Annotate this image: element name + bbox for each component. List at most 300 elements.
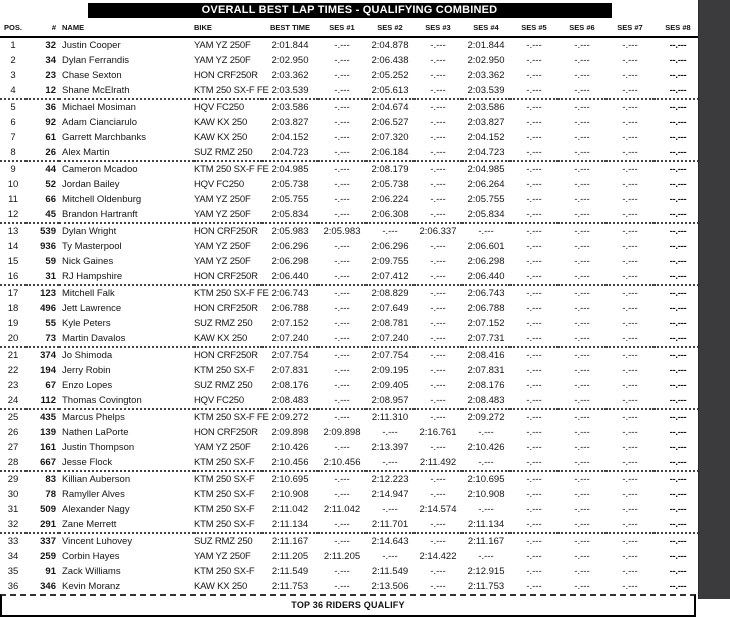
- cell-ses-2: -.---: [382, 457, 398, 468]
- cell-ses-2: 2:07.649: [371, 303, 409, 314]
- table-row: [0, 579, 702, 594]
- table-row: [0, 533, 702, 549]
- cell-pos: 32: [7, 519, 19, 530]
- cell-number: 36: [26, 99, 59, 115]
- cell-name: Jerry Robin: [62, 365, 111, 376]
- cell-ses-5: -.---: [510, 471, 558, 487]
- cell-best-time: 2:11.167: [262, 533, 318, 549]
- cell-ses-8: --.---: [669, 519, 687, 530]
- cell-ses-6: -.---: [574, 427, 590, 438]
- table-row: [0, 285, 702, 301]
- cell-ses-8: --.---: [669, 256, 687, 267]
- cell-name: Killian Auberson: [59, 471, 194, 487]
- cell-ses-2: 2:06.224: [371, 194, 409, 205]
- cell-ses-6: -.---: [574, 489, 590, 500]
- cell-ses-8: --.---: [669, 333, 687, 344]
- cell-name: Nathen LaPorte: [62, 427, 129, 438]
- cell-ses-4: 2:01.844: [467, 40, 505, 51]
- cell-pos: 33: [0, 533, 26, 549]
- cell-best-time: 2:10.456: [271, 457, 309, 468]
- cell-pos: 35: [7, 566, 19, 577]
- table-row: [0, 455, 702, 471]
- cell-ses-6: -.---: [574, 70, 590, 81]
- cell-number: 194: [40, 365, 56, 376]
- cell-ses-2: 2:09.755: [371, 256, 409, 267]
- cell-name: Marcus Phelps: [59, 409, 194, 425]
- cell-ses-3: -.---: [430, 519, 446, 530]
- cell-ses-8: --.---: [669, 40, 687, 51]
- cell-ses-1: -.---: [334, 380, 350, 391]
- cell-ses-8: --.---: [669, 132, 687, 143]
- cell-ses-2: -.---: [366, 223, 414, 239]
- cell-name: Adam Cianciarulo: [62, 117, 137, 128]
- page-title: OVERALL BEST LAP TIMES - QUALIFYING COMBINED: [88, 3, 612, 18]
- cell-ses-1: -.---: [334, 70, 350, 81]
- header-row: [0, 20, 702, 37]
- cell-number: 161: [40, 442, 56, 453]
- cell-ses-8: --.---: [669, 271, 687, 282]
- cell-ses-4: 2:05.755: [467, 194, 505, 205]
- cell-name: Corbin Hayes: [62, 551, 120, 562]
- cell-pos: 17: [0, 285, 26, 301]
- cell-ses-8: --.---: [669, 395, 687, 406]
- cell-pos: 25: [0, 409, 26, 425]
- cell-ses-5: -.---: [526, 55, 542, 66]
- cell-best-time: 2:08.483: [271, 395, 309, 406]
- cell-ses-6: -.---: [574, 194, 590, 205]
- table-row: [0, 517, 702, 533]
- cell-ses-4: 2:07.731: [467, 333, 505, 344]
- cell-ses-1: 2:09.898: [323, 427, 361, 438]
- cell-bike: HQV FC250: [194, 99, 262, 115]
- cell-ses-7: -.---: [606, 99, 654, 115]
- cell-ses-5: -.---: [526, 271, 542, 282]
- cell-best-time: 2:10.426: [271, 442, 309, 453]
- cell-ses-2: -.---: [382, 427, 398, 438]
- cell-ses-3: -.---: [414, 285, 462, 301]
- cell-ses-2: 2:07.754: [366, 347, 414, 363]
- cell-ses-6: -.---: [574, 271, 590, 282]
- cell-bike: KAW KX 250: [194, 333, 248, 344]
- cell-ses-3: 2:14.574: [419, 504, 457, 515]
- cell-ses-4: 2:06.601: [467, 241, 505, 252]
- cell-ses-7: -.---: [622, 40, 638, 51]
- cell-bike: YAM YZ 250F: [194, 209, 251, 220]
- cell-ses-7: -.---: [606, 409, 654, 425]
- cell-name: Ramyller Alves: [62, 489, 125, 500]
- cell-ses-6: -.---: [574, 333, 590, 344]
- cell-pos: 34: [7, 551, 19, 562]
- cell-ses-7: -.---: [622, 519, 638, 530]
- cell-bike: KTM 250 SX-F: [194, 365, 255, 376]
- cell-ses-5: -.---: [526, 147, 542, 158]
- cell-pos: 8: [10, 147, 16, 158]
- cell-ses-3: -.---: [430, 194, 446, 205]
- table-row: [0, 207, 702, 223]
- cell-ses-1: -.---: [318, 533, 366, 549]
- cell-bike: YAM YZ 250F: [194, 40, 251, 51]
- cell-bike: HON CRF250R: [194, 271, 258, 282]
- cell-ses-2: 2:13.506: [371, 581, 409, 592]
- cell-ses-5: -.---: [526, 581, 542, 592]
- cell-ses-1: -.---: [334, 318, 350, 329]
- cell-bike: HQV FC250: [194, 395, 244, 406]
- cell-ses-1: -.---: [318, 285, 366, 301]
- cell-best-time: 2:11.042: [271, 504, 309, 515]
- cell-name: Brandon Hartranft: [62, 209, 138, 220]
- cell-pos: 18: [7, 303, 19, 314]
- cell-number: 55: [45, 318, 56, 329]
- cell-bike: YAM YZ 250F: [194, 241, 251, 252]
- cell-ses-4: -.---: [462, 223, 510, 239]
- cell-pos: 9: [0, 161, 26, 177]
- cell-ses-1: -.---: [334, 489, 350, 500]
- table-body: [0, 37, 702, 594]
- cell-ses-4: -.---: [478, 504, 494, 515]
- cell-pos: 29: [0, 471, 26, 487]
- cell-ses-8: --.---: [669, 442, 687, 453]
- cell-ses-1: -.---: [334, 256, 350, 267]
- cell-ses-3: -.---: [430, 55, 446, 66]
- cell-number: 78: [45, 489, 56, 500]
- cell-bike: HON CRF250R: [194, 70, 258, 81]
- cell-name: Zack Williams: [62, 566, 121, 577]
- cell-ses-2: 2:08.781: [371, 318, 409, 329]
- cell-number: 496: [40, 303, 56, 314]
- cell-ses-5: -.---: [526, 70, 542, 81]
- column-header-ses-8: SES #8: [654, 20, 702, 37]
- column-header-name: NAME: [59, 20, 194, 37]
- cell-ses-6: -.---: [574, 365, 590, 376]
- cell-best-time: 2:05.834: [271, 209, 309, 220]
- cell-ses-5: -.---: [510, 285, 558, 301]
- cell-number: 52: [45, 179, 56, 190]
- cell-bike: KTM 250 SX-F FE: [194, 409, 262, 425]
- cell-ses-3: -.---: [414, 99, 462, 115]
- cell-number: 31: [45, 271, 56, 282]
- cell-ses-6: -.---: [574, 85, 590, 96]
- cell-pos: 11: [8, 194, 18, 205]
- cell-ses-1: -.---: [334, 442, 350, 453]
- cell-ses-2: 2:06.296: [371, 241, 409, 252]
- cell-ses-4: 2:04.152: [467, 132, 505, 143]
- cell-ses-4: 2:03.539: [467, 85, 505, 96]
- cell-ses-6: -.---: [574, 117, 590, 128]
- cell-ses-1: -.---: [334, 194, 350, 205]
- cell-name: Chase Sexton: [62, 70, 122, 81]
- cell-ses-5: -.---: [510, 99, 558, 115]
- cell-ses-1: -.---: [318, 409, 366, 425]
- cell-bike: HON CRF250R: [194, 223, 262, 239]
- cell-ses-3: -.---: [414, 161, 462, 177]
- cell-ses-8: --.---: [654, 409, 702, 425]
- cell-pos: 14: [7, 241, 19, 252]
- cell-ses-6: -.---: [574, 147, 590, 158]
- cell-number: 539: [26, 223, 59, 239]
- cell-ses-1: -.---: [334, 519, 350, 530]
- cell-ses-8: --.---: [669, 380, 687, 391]
- cell-best-time: 2:06.440: [271, 271, 309, 282]
- cell-ses-1: -.---: [334, 566, 350, 577]
- cell-ses-7: -.---: [622, 303, 638, 314]
- cell-ses-7: -.---: [622, 489, 638, 500]
- table-row: [0, 393, 702, 409]
- cell-ses-8: --.---: [669, 457, 687, 468]
- cell-name: Jett Lawrence: [62, 303, 122, 314]
- cell-ses-6: -.---: [558, 223, 606, 239]
- cell-pos: 12: [7, 209, 19, 220]
- cell-ses-5: -.---: [526, 504, 542, 515]
- cell-ses-2: -.---: [382, 551, 398, 562]
- cell-ses-8: --.---: [669, 427, 687, 438]
- cell-ses-5: -.---: [526, 551, 542, 562]
- cell-ses-3: -.---: [430, 442, 446, 453]
- lap-times-table: [0, 20, 702, 594]
- cell-pos: 1: [10, 40, 16, 51]
- cell-ses-2: 2:04.878: [371, 40, 409, 51]
- column-header-ses-2: SES #2: [366, 20, 414, 37]
- cell-ses-7: -.---: [606, 223, 654, 239]
- cell-ses-5: -.---: [526, 179, 542, 190]
- column-header-ses-1: SES #1: [318, 20, 366, 37]
- cell-ses-8: --.---: [669, 318, 687, 329]
- column-header-ses-3: SES #3: [414, 20, 462, 37]
- cell-ses-4: 2:08.483: [467, 395, 505, 406]
- cell-ses-8: --.---: [669, 551, 687, 562]
- cell-ses-1: -.---: [318, 161, 366, 177]
- cell-ses-1: 2:11.205: [323, 551, 361, 562]
- cell-ses-6: -.---: [574, 209, 590, 220]
- cell-bike: KTM 250 SX-F: [194, 504, 255, 515]
- cell-name: Cameron Mcadoo: [59, 161, 194, 177]
- cell-ses-5: -.---: [526, 457, 542, 468]
- cell-name: Michael Mosiman: [59, 99, 194, 115]
- cell-ses-4: 2:08.416: [462, 347, 510, 363]
- cell-ses-7: -.---: [622, 241, 638, 252]
- cell-pos: 6: [10, 117, 16, 128]
- cell-ses-1: -.---: [334, 132, 350, 143]
- column-header-ses-4: SES #4: [462, 20, 510, 37]
- cell-ses-3: -.---: [430, 365, 446, 376]
- cell-best-time: 2:07.831: [271, 365, 309, 376]
- cell-ses-2: 2:05.613: [371, 85, 409, 96]
- cell-ses-3: -.---: [430, 380, 446, 391]
- cell-ses-4: 2:07.152: [467, 318, 505, 329]
- cell-ses-1: -.---: [334, 40, 350, 51]
- cell-ses-2: 2:04.674: [366, 99, 414, 115]
- table-row: [0, 177, 702, 192]
- cell-ses-2: 2:05.252: [371, 70, 409, 81]
- cell-ses-3: -.---: [430, 209, 446, 220]
- table-row: [0, 115, 702, 130]
- cell-ses-6: -.---: [574, 132, 590, 143]
- cell-ses-1: -.---: [334, 333, 350, 344]
- cell-ses-5: -.---: [510, 533, 558, 549]
- cell-best-time: 2:06.743: [262, 285, 318, 301]
- cell-number: 32: [45, 40, 56, 51]
- cell-name: RJ Hampshire: [62, 271, 123, 282]
- cell-pos: 20: [7, 333, 19, 344]
- cell-ses-5: -.---: [526, 395, 542, 406]
- cell-name: Dylan Wright: [59, 223, 194, 239]
- cell-number: 83: [26, 471, 59, 487]
- cell-ses-4: 2:03.586: [462, 99, 510, 115]
- cell-name: Thomas Covington: [62, 395, 142, 406]
- cell-ses-5: -.---: [510, 223, 558, 239]
- table-row: [0, 331, 702, 347]
- cell-ses-8: --.---: [669, 85, 687, 96]
- cell-number: 123: [26, 285, 59, 301]
- column-header-bike: BIKE: [194, 20, 262, 37]
- cell-pos: 24: [7, 395, 19, 406]
- cell-ses-6: -.---: [574, 442, 590, 453]
- cell-ses-1: -.---: [334, 209, 350, 220]
- cell-ses-5: -.---: [526, 132, 542, 143]
- cell-best-time: 2:03.827: [271, 117, 309, 128]
- cell-ses-4: 2:12.915: [467, 566, 505, 577]
- cell-number: 44: [26, 161, 59, 177]
- column-header-ses-6: SES #6: [558, 20, 606, 37]
- cell-ses-4: 2:06.264: [467, 179, 505, 190]
- cell-pos: 23: [7, 380, 19, 391]
- table-row: [0, 130, 702, 145]
- cell-name: Nick Gaines: [62, 256, 114, 267]
- column-header-pos: POS.: [0, 20, 26, 37]
- cell-ses-7: -.---: [606, 347, 654, 363]
- cell-number: 374: [26, 347, 59, 363]
- cell-ses-1: -.---: [318, 347, 366, 363]
- cell-bike: KAW KX 250: [194, 132, 248, 143]
- cell-ses-7: -.---: [622, 333, 638, 344]
- cell-name: Dylan Ferrandis: [62, 55, 130, 66]
- cell-ses-7: -.---: [606, 533, 654, 549]
- cell-bike: YAM YZ 250F: [194, 55, 251, 66]
- cell-name: Mitchell Falk: [59, 285, 194, 301]
- cell-ses-4: 2:10.695: [462, 471, 510, 487]
- cell-pos: 3: [10, 70, 16, 81]
- cell-ses-8: --.---: [669, 194, 687, 205]
- cell-ses-1: -.---: [334, 241, 350, 252]
- cell-ses-4: 2:10.908: [467, 489, 505, 500]
- table-row: [0, 83, 702, 99]
- cell-ses-4: 2:11.134: [467, 519, 505, 530]
- table-row: [0, 239, 702, 254]
- cell-number: 92: [45, 117, 56, 128]
- cell-name: Justin Thompson: [62, 442, 135, 453]
- cell-ses-7: -.---: [622, 581, 638, 592]
- cell-ses-7: -.---: [622, 427, 638, 438]
- cell-number: 67: [45, 380, 56, 391]
- cell-ses-4: 2:09.272: [462, 409, 510, 425]
- cell-ses-1: -.---: [318, 471, 366, 487]
- cell-ses-8: --.---: [654, 161, 702, 177]
- cell-number: 509: [40, 504, 56, 515]
- cell-best-time: 2:04.152: [271, 132, 309, 143]
- cell-best-time: 2:11.753: [271, 581, 309, 592]
- cell-bike: KTM 250 SX-F: [194, 471, 262, 487]
- cell-ses-5: -.---: [526, 256, 542, 267]
- table-header: [0, 20, 702, 37]
- table-row: [0, 145, 702, 161]
- cell-ses-7: -.---: [622, 179, 638, 190]
- cell-number: 936: [40, 241, 56, 252]
- table-row: [0, 316, 702, 331]
- cell-pos: 36: [7, 581, 19, 592]
- cell-best-time: 2:01.844: [271, 40, 309, 51]
- cell-ses-6: -.---: [574, 551, 590, 562]
- cell-ses-7: -.---: [622, 566, 638, 577]
- cell-ses-3: -.---: [430, 333, 446, 344]
- cell-name: Ty Masterpool: [62, 241, 122, 252]
- cell-ses-8: --.---: [669, 179, 687, 190]
- cell-ses-4: 2:06.440: [467, 271, 505, 282]
- cell-ses-8: --.---: [669, 117, 687, 128]
- cell-ses-2: 2:06.184: [371, 147, 409, 158]
- cell-ses-6: -.---: [574, 179, 590, 190]
- cell-bike: KTM 250 SX-F: [194, 489, 255, 500]
- cell-ses-3: -.---: [430, 256, 446, 267]
- cell-ses-6: -.---: [558, 161, 606, 177]
- cell-best-time: 2:11.134: [271, 519, 309, 530]
- cell-ses-6: -.---: [574, 40, 590, 51]
- table-row: [0, 471, 702, 487]
- cell-ses-4: 2:06.298: [467, 256, 505, 267]
- cell-name: Garrett Marchbanks: [62, 132, 146, 143]
- cell-ses-5: -.---: [526, 380, 542, 391]
- cell-best-time: 2:11.205: [271, 551, 309, 562]
- cell-ses-3: -.---: [414, 471, 462, 487]
- cell-ses-1: -.---: [334, 117, 350, 128]
- cell-number: 59: [45, 256, 56, 267]
- cell-ses-3: -.---: [430, 489, 446, 500]
- cell-bike: KAW KX 250: [194, 581, 248, 592]
- cell-ses-1: 2:11.042: [323, 504, 361, 515]
- cell-ses-8: --.---: [669, 147, 687, 158]
- column-header-ses-5: SES #5: [510, 20, 558, 37]
- cell-ses-1: -.---: [334, 271, 350, 282]
- cell-ses-7: -.---: [622, 256, 638, 267]
- cell-best-time: 2:11.549: [271, 566, 309, 577]
- table-row: [0, 37, 702, 53]
- cell-pos: 4: [10, 85, 16, 96]
- cell-best-time: 2:09.898: [271, 427, 309, 438]
- cell-ses-2: 2:11.701: [371, 519, 409, 530]
- cell-ses-2: 2:13.397: [371, 442, 409, 453]
- cell-pos: 5: [0, 99, 26, 115]
- table-row: [0, 363, 702, 378]
- cell-ses-3: 2:14.422: [419, 551, 457, 562]
- cell-ses-7: -.---: [622, 194, 638, 205]
- cell-ses-7: -.---: [622, 504, 638, 515]
- cell-ses-4: 2:06.788: [467, 303, 505, 314]
- cell-ses-2: 2:08.957: [371, 395, 409, 406]
- table-row: [0, 223, 702, 239]
- cell-ses-1: -.---: [334, 365, 350, 376]
- cell-number: 26: [45, 147, 56, 158]
- cell-bike: SUZ RMZ 250: [194, 318, 253, 329]
- table-row: [0, 161, 702, 177]
- cell-pos: 16: [7, 271, 19, 282]
- cell-best-time: 2:06.788: [271, 303, 309, 314]
- cell-ses-5: -.---: [510, 409, 558, 425]
- cell-ses-2: 2:06.438: [371, 55, 409, 66]
- cell-ses-6: -.---: [574, 581, 590, 592]
- cell-ses-7: -.---: [622, 55, 638, 66]
- cell-ses-2: 2:09.195: [371, 365, 409, 376]
- table-row: [0, 192, 702, 207]
- cell-ses-3: -.---: [430, 117, 446, 128]
- cell-bike: SUZ RMZ 250: [194, 380, 253, 391]
